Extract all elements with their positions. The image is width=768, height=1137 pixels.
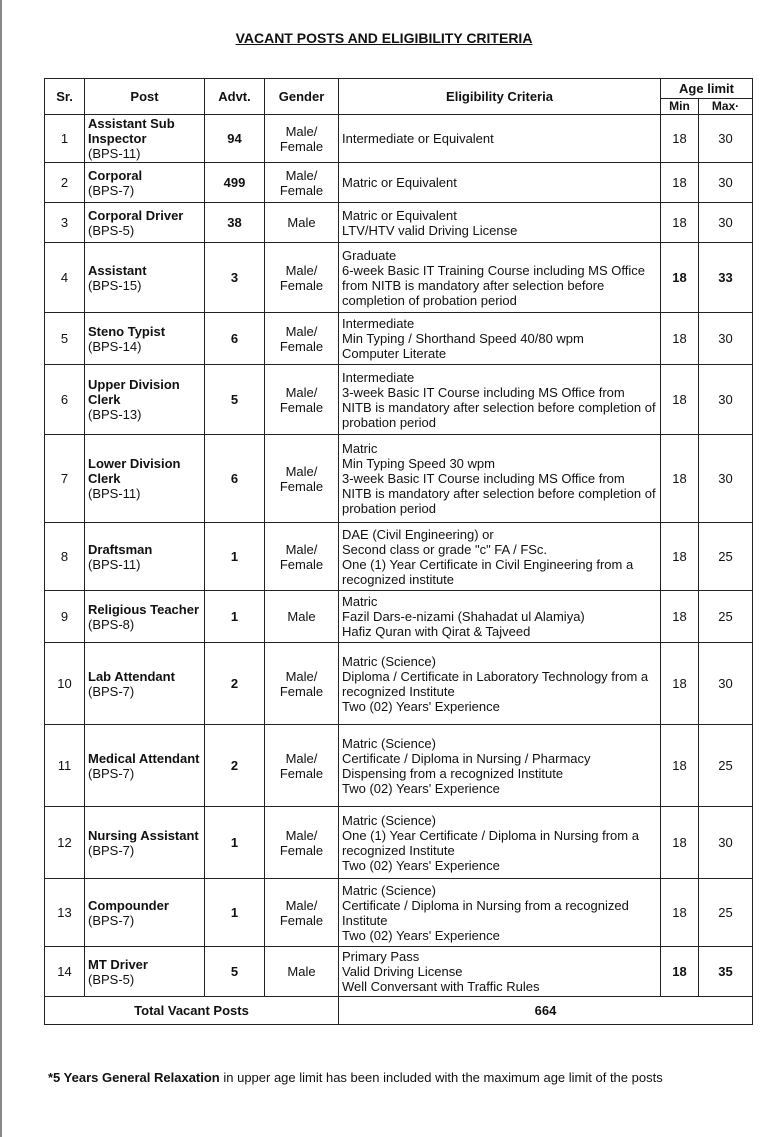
row-post bbox=[85, 365, 205, 435]
criteria-line: Two (02) Years' Experience bbox=[342, 927, 500, 943]
row-criteria bbox=[339, 115, 661, 163]
header-criteria: Eligibility Criteria bbox=[339, 79, 661, 115]
row-sr: 6 bbox=[45, 365, 85, 435]
row-criteria bbox=[339, 435, 661, 523]
table-row bbox=[45, 591, 753, 643]
row-min: 18 bbox=[661, 365, 699, 435]
post-name: Compounder bbox=[88, 897, 169, 913]
criteria-line: Intermediate bbox=[342, 369, 415, 385]
row-min: 18 bbox=[661, 115, 699, 163]
post-bps: (BPS-13) bbox=[88, 407, 142, 422]
criteria-line: Matric or Equivalent bbox=[342, 175, 457, 190]
header-post: Post bbox=[85, 79, 205, 115]
row-sr: 4 bbox=[45, 243, 85, 313]
row-gender: Male bbox=[265, 947, 339, 997]
row-post bbox=[85, 163, 205, 203]
criteria-line: Primary Pass bbox=[342, 949, 420, 964]
row-min: 18 bbox=[661, 879, 699, 947]
row-criteria bbox=[339, 879, 661, 947]
post-bps: (BPS-5) bbox=[88, 971, 135, 987]
row-criteria bbox=[339, 643, 661, 725]
row-sr: 13 bbox=[45, 879, 85, 947]
post-bps: (BPS-5) bbox=[88, 222, 135, 238]
row-advt: 6 bbox=[205, 435, 265, 523]
criteria-line: LTV/HTV valid Driving License bbox=[342, 222, 518, 238]
row-gender: Male/ Female bbox=[265, 313, 339, 365]
row-criteria bbox=[339, 523, 661, 591]
criteria-line: Matric or Equivalent bbox=[342, 207, 457, 223]
criteria-line: Matric bbox=[342, 441, 378, 456]
row-gender: Male/ Female bbox=[265, 163, 339, 203]
post-name: Corporal bbox=[88, 167, 143, 183]
criteria-line: DAE (Civil Engineering) or bbox=[342, 526, 494, 542]
row-advt: 38 bbox=[205, 203, 265, 243]
criteria-line: One (1) Year Certificate in Civil Engineering from a recognized institute bbox=[342, 556, 634, 587]
row-post bbox=[85, 523, 205, 591]
row-gender: Male/ Female bbox=[265, 435, 339, 523]
row-post bbox=[85, 879, 205, 947]
table-row bbox=[45, 947, 753, 997]
row-max: 30 bbox=[699, 807, 753, 879]
document-title: VACANT POSTS AND ELIGIBILITY CRITERIA bbox=[235, 30, 533, 46]
header-sr: Sr. bbox=[45, 79, 85, 115]
total-row bbox=[45, 997, 753, 1025]
table-row bbox=[45, 725, 753, 807]
row-gender: Male bbox=[265, 591, 339, 643]
row-max: 30 bbox=[699, 435, 753, 523]
row-criteria bbox=[339, 947, 661, 997]
row-max: 25 bbox=[699, 591, 753, 643]
row-sr: 11 bbox=[45, 725, 85, 807]
row-advt: 1 bbox=[205, 523, 265, 591]
row-sr: 7 bbox=[45, 435, 85, 523]
row-post bbox=[85, 115, 205, 163]
row-min: 18 bbox=[661, 163, 699, 203]
criteria-line: Intermediate bbox=[342, 316, 415, 331]
row-sr: 3 bbox=[45, 203, 85, 243]
row-min: 18 bbox=[661, 313, 699, 365]
criteria-line: Well Conversant with Traffic Rules bbox=[342, 979, 540, 994]
post-name: Upper Division Clerk bbox=[88, 377, 180, 407]
table-row bbox=[45, 523, 753, 591]
table-row bbox=[45, 243, 753, 313]
criteria-line: Matric (Science) bbox=[342, 653, 436, 669]
row-gender: Male/ Female bbox=[265, 115, 339, 163]
header-age-limit: Age limit bbox=[661, 79, 753, 99]
criteria-line: 3-week Basic IT Course including MS Office from NITB is mandatory after selection before completion of probation period bbox=[342, 471, 656, 516]
row-min: 18 bbox=[661, 243, 699, 313]
row-min: 18 bbox=[661, 591, 699, 643]
row-post bbox=[85, 243, 205, 313]
row-post bbox=[85, 435, 205, 523]
post-bps: (BPS-11) bbox=[88, 486, 141, 501]
post-bps: (BPS-11) bbox=[88, 556, 141, 572]
post-name: Lab Attendant bbox=[88, 668, 175, 684]
row-min: 18 bbox=[661, 807, 699, 879]
row-gender: Male/ Female bbox=[265, 365, 339, 435]
table-row bbox=[45, 163, 753, 203]
row-advt: 5 bbox=[205, 947, 265, 997]
row-criteria bbox=[339, 365, 661, 435]
row-sr: 2 bbox=[45, 163, 85, 203]
row-criteria bbox=[339, 807, 661, 879]
row-max: 30 bbox=[699, 313, 753, 365]
table-body bbox=[45, 115, 753, 997]
row-advt: 1 bbox=[205, 879, 265, 947]
post-name: Medical Attendant bbox=[88, 750, 200, 766]
table-row bbox=[45, 313, 753, 365]
criteria-line: Min Typing / Shorthand Speed 40/80 wpm bbox=[342, 331, 584, 346]
criteria-line: Hafiz Quran with Qirat & Tajveed bbox=[342, 624, 531, 639]
row-criteria bbox=[339, 591, 661, 643]
criteria-line: Valid Driving License bbox=[342, 964, 463, 979]
post-bps: (BPS-7) bbox=[88, 912, 135, 928]
row-sr: 10 bbox=[45, 643, 85, 725]
criteria-line: Two (02) Years' Experience bbox=[342, 780, 500, 796]
row-min: 18 bbox=[661, 643, 699, 725]
criteria-line: 3-week Basic IT Course including MS Office from NITB is mandatory after selection before completion of probation period bbox=[342, 384, 656, 430]
post-name: Nursing Assistant bbox=[88, 827, 199, 843]
row-advt: 6 bbox=[205, 313, 265, 365]
table-row bbox=[45, 435, 753, 523]
post-bps: (BPS-7) bbox=[88, 842, 135, 858]
row-max: 30 bbox=[699, 203, 753, 243]
criteria-line: One (1) Year Certificate / Diploma in Nursing from a recognized Institute bbox=[342, 827, 639, 858]
page-left-edge bbox=[0, 0, 2, 1137]
table-row bbox=[45, 115, 753, 163]
table-row bbox=[45, 365, 753, 435]
header-min: Min bbox=[661, 99, 699, 115]
post-bps: (BPS-15) bbox=[88, 277, 142, 293]
posts-table bbox=[44, 78, 753, 1025]
row-max: 25 bbox=[699, 879, 753, 947]
row-advt: 5 bbox=[205, 365, 265, 435]
criteria-line: Computer Literate bbox=[342, 346, 447, 361]
row-advt: 3 bbox=[205, 243, 265, 313]
row-post bbox=[85, 725, 205, 807]
row-criteria bbox=[339, 725, 661, 807]
table-row bbox=[45, 807, 753, 879]
header-gender: Gender bbox=[265, 79, 339, 115]
row-max: 30 bbox=[699, 163, 753, 203]
criteria-line: Graduate bbox=[342, 247, 397, 263]
row-min: 18 bbox=[661, 725, 699, 807]
criteria-line: Intermediate or Equivalent bbox=[342, 131, 494, 146]
post-name: Assistant bbox=[88, 262, 147, 278]
row-sr: 8 bbox=[45, 523, 85, 591]
criteria-line: Certificate / Diploma in Nursing / Pharmacy Dispensing from a recognized Institute bbox=[342, 750, 591, 781]
criteria-line: Diploma / Certificate in Laboratory Technology from a recognized Institute bbox=[342, 668, 649, 699]
criteria-line: Matric (Science) bbox=[342, 735, 436, 751]
row-advt: 1 bbox=[205, 807, 265, 879]
header-max: Max· bbox=[699, 99, 753, 115]
post-name: Lower Division Clerk bbox=[88, 456, 181, 486]
row-advt: 1 bbox=[205, 591, 265, 643]
total-label: Total Vacant Posts bbox=[45, 997, 339, 1025]
post-bps: (BPS-7) bbox=[88, 765, 135, 781]
criteria-line: Two (02) Years' Experience bbox=[342, 698, 500, 714]
row-max: 33 bbox=[699, 243, 753, 313]
row-gender: Male/ Female bbox=[265, 523, 339, 591]
post-bps: (BPS-14) bbox=[88, 338, 142, 354]
criteria-line: Min Typing Speed 30 wpm bbox=[342, 456, 495, 471]
criteria-line: Matric bbox=[342, 594, 378, 609]
post-name: Steno Typist bbox=[88, 323, 166, 339]
post-name: Draftsman bbox=[88, 541, 153, 557]
row-gender: Male/ Female bbox=[265, 807, 339, 879]
row-post bbox=[85, 643, 205, 725]
row-min: 18 bbox=[661, 523, 699, 591]
row-sr: 14 bbox=[45, 947, 85, 997]
criteria-line: Matric (Science) bbox=[342, 812, 436, 828]
row-max: 35 bbox=[699, 947, 753, 997]
row-min: 18 bbox=[661, 435, 699, 523]
row-max: 25 bbox=[699, 725, 753, 807]
post-name: Assistant Sub Inspector bbox=[88, 116, 175, 146]
row-criteria bbox=[339, 243, 661, 313]
row-max: 25 bbox=[699, 523, 753, 591]
row-criteria bbox=[339, 313, 661, 365]
row-advt: 2 bbox=[205, 725, 265, 807]
row-max: 30 bbox=[699, 115, 753, 163]
footnote-bold: *5 Years General Relaxation bbox=[48, 1070, 220, 1085]
row-post bbox=[85, 807, 205, 879]
row-max: 30 bbox=[699, 365, 753, 435]
row-gender: Male/ Female bbox=[265, 243, 339, 313]
row-sr: 1 bbox=[45, 115, 85, 163]
row-post bbox=[85, 947, 205, 997]
row-post bbox=[85, 313, 205, 365]
row-post bbox=[85, 203, 205, 243]
criteria-line: Matric (Science) bbox=[342, 882, 436, 898]
row-min: 18 bbox=[661, 203, 699, 243]
criteria-line: 6-week Basic IT Training Course including MS Office from NITB is mandatory after selection before completion of probation period bbox=[342, 262, 645, 308]
post-bps: (BPS-7) bbox=[88, 182, 135, 198]
row-gender: Male/ Female bbox=[265, 879, 339, 947]
table-row bbox=[45, 879, 753, 947]
post-bps: (BPS-8) bbox=[88, 616, 135, 632]
row-sr: 9 bbox=[45, 591, 85, 643]
post-name: MT Driver bbox=[88, 956, 148, 972]
row-criteria bbox=[339, 163, 661, 203]
row-advt: 2 bbox=[205, 643, 265, 725]
row-advt: 94 bbox=[205, 115, 265, 163]
row-gender: Male/ Female bbox=[265, 643, 339, 725]
row-gender: Male/ Female bbox=[265, 725, 339, 807]
row-criteria bbox=[339, 203, 661, 243]
row-post bbox=[85, 591, 205, 643]
post-name: Religious Teacher bbox=[88, 601, 200, 617]
criteria-line: Certificate / Diploma in Nursing from a recognized Institute bbox=[342, 897, 629, 928]
row-min: 18 bbox=[661, 947, 699, 997]
post-name: Corporal Driver bbox=[88, 207, 184, 223]
row-sr: 5 bbox=[45, 313, 85, 365]
footnote-text: in upper age limit has been included with the maximum age limit of the posts bbox=[219, 1070, 663, 1085]
criteria-line: Fazil Dars-e-nizami (Shahadat ul Alamiya) bbox=[342, 609, 585, 624]
row-gender: Male bbox=[265, 203, 339, 243]
row-sr: 12 bbox=[45, 807, 85, 879]
post-bps: (BPS-7) bbox=[88, 683, 135, 699]
post-bps: (BPS-11) bbox=[88, 146, 141, 161]
criteria-line: Second class or grade "c" FA / FSc. bbox=[342, 541, 548, 557]
footnote bbox=[48, 1070, 663, 1085]
row-max: 30 bbox=[699, 643, 753, 725]
criteria-line: Two (02) Years' Experience bbox=[342, 857, 500, 873]
header-advt: Advt. bbox=[205, 79, 265, 115]
row-advt: 499 bbox=[205, 163, 265, 203]
table-row bbox=[45, 203, 753, 243]
total-value: 664 bbox=[339, 997, 753, 1025]
table-row bbox=[45, 643, 753, 725]
